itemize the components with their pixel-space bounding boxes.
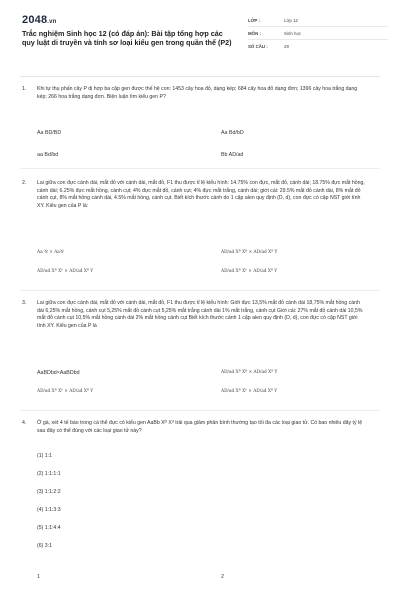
meta-panel	[248, 14, 388, 52]
question-divider	[20, 410, 380, 411]
question-stem: Lai giữa con đực cánh dài, mắt đỏ với cánh dài, mắt đỏ, F1 thu được tỉ lệ kiểu hình: Giới đực 13,5% mắt đỏ cánh dài 18,75% mắt hồng cánh dài 6,25% mắt hồng, cánh cụt 5,25% mắt đỏ cánh cụt 5,25% mắt trắng cánh dài 1% mắt trắng, cánh cụt Giới cái: 27% mắt đỏ cánh dài 10,5% mắt đỏ cánh cụt 10,5% mắt hồng cánh dài 2% mắt hồng cánh cụt Biết kích thước cánh 1 cặp alen quy định (D, d), con đực có cặp NST giới tính XY. Kiểu gen của P là	[37, 300, 363, 329]
option-d[interactable]: AD/ad Xᴮ Xᵇ × AD/ad Xᴮ Y	[221, 269, 278, 274]
option-d[interactable]: AD/ad Xᴮ Xᵇ × AD/ad Xᴮ Y	[221, 389, 278, 394]
option-b[interactable]: 2	[221, 574, 224, 580]
option-b[interactable]: AD/ad Xᴮ Xᴮ × AD/ad Xᴮ Y	[221, 370, 278, 375]
option-a[interactable]: AaBDbd×AaBDbd	[37, 370, 80, 376]
list-item: (6) 3:1	[37, 543, 52, 549]
option-a[interactable]: 1	[37, 574, 40, 580]
question-2	[22, 180, 382, 274]
option-b[interactable]: Aa Bd/bD	[221, 130, 244, 136]
option-c[interactable]: aa Bd/bd	[37, 152, 59, 158]
question-number: 3.	[22, 300, 27, 306]
page-title: Trắc nghiệm Sinh học 12 (có đáp án): Bài tập tổng hợp các quy luật di truyền và tính sơ loại kiểu gen trong quần thể (P2)	[22, 29, 232, 47]
meta-label: SỐ CÂU :	[248, 43, 268, 49]
question-number: 2.	[22, 180, 27, 186]
meta-value: Sinh học	[284, 30, 302, 36]
list-item: (5) 1:1:4:4	[37, 525, 61, 531]
list-item: (3) 1:1:2:2	[37, 489, 61, 495]
page-header	[22, 14, 382, 78]
meta-subject	[248, 26, 388, 39]
option-a[interactable]: Aa ⅋ × Aa⅋	[37, 250, 64, 255]
option-a[interactable]: Aa BD/BD	[37, 130, 62, 136]
question-divider	[20, 290, 380, 291]
option-c[interactable]: AD/ad Xᴮ Xᵇ × AD/ad Xᴮ Y	[37, 269, 94, 274]
list-item: (2) 1:1:1:1	[37, 471, 61, 477]
option-c[interactable]: AD/ad Xᴮ Xᵇ × AD/ad Xᴮ Y	[37, 389, 94, 394]
header-divider	[20, 76, 380, 77]
meta-class	[248, 14, 388, 26]
question-4	[22, 420, 382, 580]
option-b[interactable]: AD/ad Xᴮ Xᴮ × AD/ad Xᴮ Y	[221, 250, 278, 255]
list-item: (4) 1:1:3:3	[37, 507, 61, 513]
question-stem: Ở gà, xét 4 tế bào trong cá thể đực có kiểu gen AaBb Xᴰ Xᵈ trải qua giảm phân bình thường tạo tối đa các loại giao tử. Có bao nhiêu dãy tỷ lệ sau đây có thể đúng với các loại giao tử này?	[37, 420, 363, 434]
question-stem: Khi tự thụ phấn cây P dị hợp ba cặp gen được thế hệ con: 1453 cây hoa đỏ, dạng kép; 684 cây hoa đỏ dạng đơn; 1396 cây hoa trắng dạng kép; 266 hoa trắng dạng đơn. Biện luận tìm kiểu gen P?	[37, 86, 358, 100]
meta-value: 29	[284, 43, 289, 49]
question-divider	[20, 168, 380, 169]
meta-label: MÔN :	[248, 30, 261, 36]
site-logo[interactable]: 2048.vn	[22, 14, 57, 26]
question-3	[22, 300, 382, 394]
meta-value: Lớp 12	[284, 17, 298, 23]
question-stem: Lai giữa con đực cánh dài, mắt đỏ với cánh dài, mắt đỏ, F1 thu được tỉ lệ kiểu hình: 14.75% con đực, mắt đỏ, cánh dài; 18.75% đực mắt hồng, cánh dài; 6.25% đực mắt hồng, cánh cụt; 4% đực mắt đỏ, cánh cụt; 4% đực mắt trắng, cánh dài; giới cái: 29.5% mắt đỏ cánh dài, 8% mắt đỏ cánh cụt, 8% mắt hồng cánh dài, 4.5% mắt hồng, cánh cụt. Biết kích thước cánh do 1 cặp alen quy định (D, d), con đực có cặp NST giới tính XY. Kiểu gen của P là:	[37, 180, 365, 209]
question-1	[22, 86, 382, 158]
meta-label: LỚP :	[248, 17, 260, 23]
meta-count	[248, 39, 388, 52]
list-item: (1) 1:1	[37, 453, 52, 459]
question-number: 4.	[22, 420, 27, 426]
option-d[interactable]: Bb AD/ad	[221, 152, 244, 158]
question-number: 1.	[22, 86, 27, 92]
